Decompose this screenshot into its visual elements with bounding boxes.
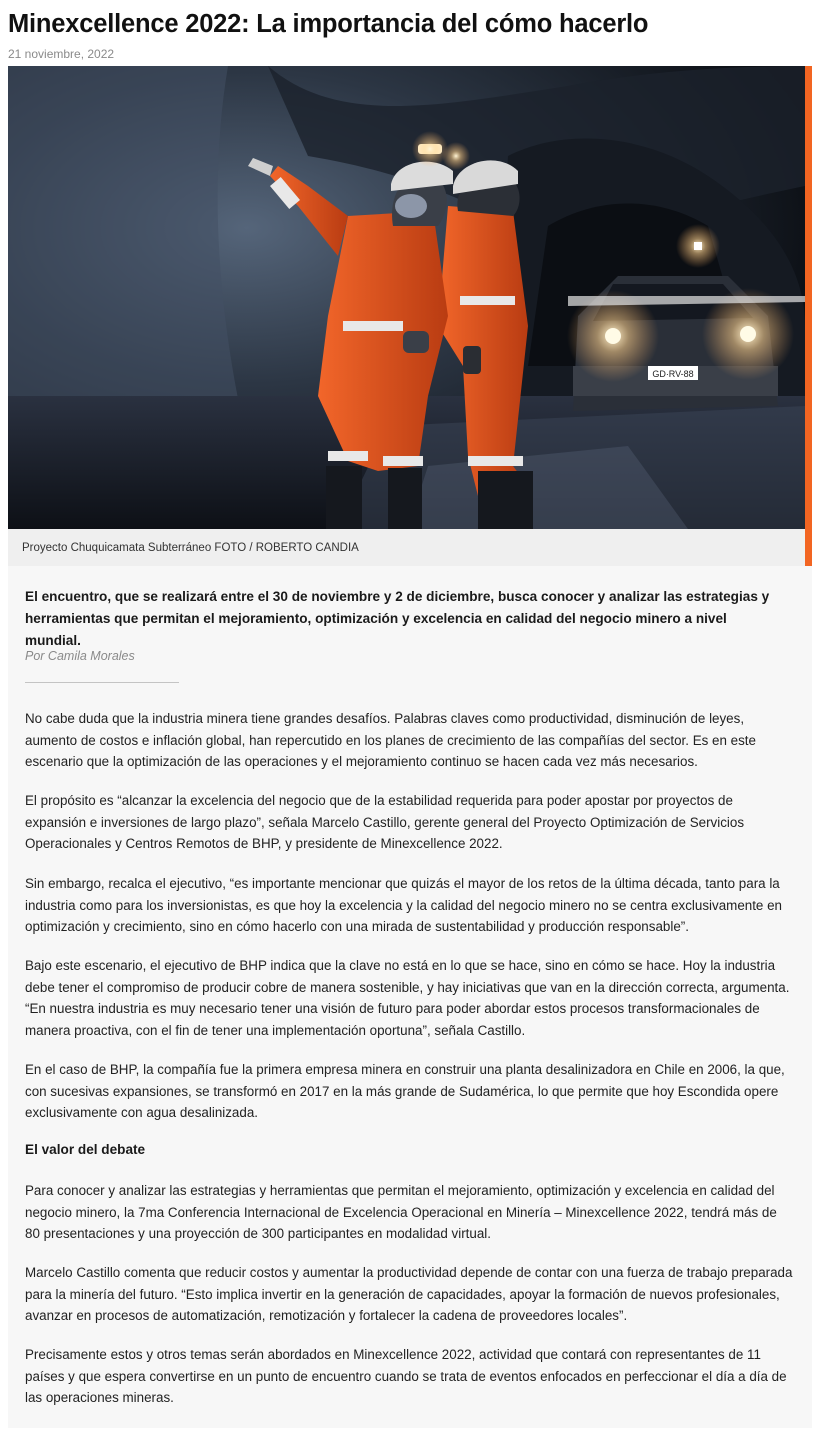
article-lead: El encuentro, que se realizará entre el 30 de noviembre y 2 de diciembre, busca conocer y analizar las estrategias y herramientas que permitan el mejoramiento, optimización y excelencia en calidad del negocio minero a nivel mundial. [25,589,770,648]
paragraph: En el caso de BHP, la compañía fue la primera empresa minera en construir una planta desalinizadora en Chile en 2006, la que, con sucesivas expansiones, se transformó en 2017 en la más grande de Sudamérica, lo que permite que hoy Escondida opere exclusivamente con agua desalinizada. [25,1062,785,1120]
section-heading: El valor del debate [25,1142,146,1157]
paragraph: Bajo este escenario, el ejecutivo de BHP indica que la clave no está en lo que se hace, sino en cómo se hace. Hoy la industria debe tener el compromiso de producir cobre de manera sostenible, y hay iniciativas que van en la dirección correcta, argumenta. “En nuestra industria es muy necesario tener una visión de futuro para poder abordar estos procesos transformacionales de manera proactiva, con el fin de tener una implementación oportuna”, señala Castillo. [25,958,790,1038]
featured-photo [8,66,805,529]
article-title: Minexcellence 2022: La importancia del cómo hacerlo [8,10,649,38]
article-author: Por Camila Morales [25,649,135,663]
article-date: 21 noviembre, 2022 [8,47,115,61]
paragraph: Sin embargo, recalca el ejecutivo, “es importante mencionar que quizás el mayor de los retos de la última década, tanto para la industria como para los inversionistas, es que hoy la excelencia y la calidad del negocio minero no se centra exclusivamente en optimización y crecimiento, sino en cómo hacerlo con una mirada de sustentabilidad y producción responsable”. [25,876,782,934]
author-divider [25,682,179,683]
mine-tunnel-illustration [8,66,805,529]
paragraph: Precisamente estos y otros temas serán abordados en Minexcellence 2022, actividad que contará con representantes de 11 países y que espera convertirse en un punto de encuentro cuando se trata de eventos enfocados en perfeccionar el día a día de las operaciones mineras. [25,1347,787,1405]
paragraph: Para conocer y analizar las estrategias y herramientas que permitan el mejoramiento, optimización y excelencia en calidad del negocio minero, la 7ma Conferencia Internacional de Excelencia Operacional en Minería – Minexcellence 2022, tendrá más de 80 presentaciones y una proyección de 300 participantes en modalidad virtual. [25,1183,777,1241]
license-plate: GD·RV-88 [652,369,694,379]
paragraph: El propósito es “alcanzar la excelencia del negocio que de la estabilidad requerida para poder apostar por proyectos de expansión e inversiones de largo plazo”, señala Marcelo Castillo, gerente general del Proyecto Optimización de Servicios Operacionales y Centros Remotos de BHP, y presidente de Minexcellence 2022. [25,793,745,851]
accent-bar [805,66,812,566]
paragraph: Marcelo Castillo comenta que reducir costos y aumentar la productividad depende de contar con una fuerza de trabajo preparada para la minería del futuro. “Esto implica invertir en la generación de capacidades, apoyar la formación de nuevos profesionales, avanzar en procesos de automatización, remotización y fortalecer la cadena de proveedores locales”. [25,1265,793,1323]
vehicle [567,276,805,411]
image-caption: Proyecto Chuquicamata Subterráneo FOTO / ROBERTO CANDIA [22,542,359,554]
article-body [8,566,812,1428]
featured-media [8,66,812,566]
paragraph: No cabe duda que la industria minera tiene grandes desafíos. Palabras claves como productividad, disminución de leyes, aumento de costos e inflación global, han repercutido en los planes de crecimiento de las compañías del sector. Es en este escenario que la optimización de las operaciones y el mejoramiento continuo se hacen cada vez más necesarios. [25,711,756,769]
